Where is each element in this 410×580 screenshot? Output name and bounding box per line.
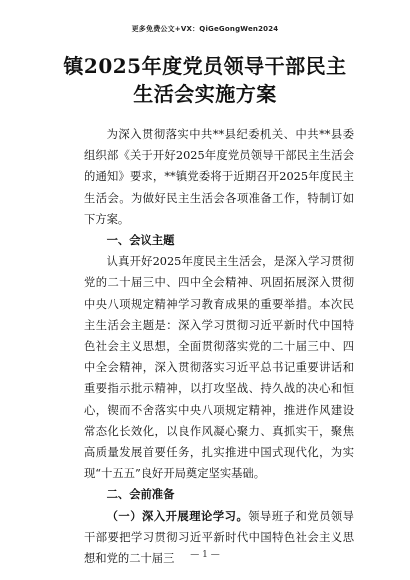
document-body	[84, 124, 354, 569]
header-note: 更多免费公文+VX：QiGeGongWen2024	[131, 25, 279, 33]
section-heading-theme: 一、会议主题	[106, 234, 175, 248]
section-heading-preparation: 二、会前准备	[106, 488, 175, 502]
intro-paragraph: 为深入贯彻落实中共**县纪委机关、中共**县委组织部《关于开好2025年度党员领导干部民主生活会的通知》要求，**镇党委将于近期召开2025年度民主生活会。为做好民主生活会各项准备工作，特制订如下方案。	[84, 128, 354, 226]
subsection-label: （一）深入开展理论学习。	[106, 508, 249, 523]
theme-paragraph: 认真开好2025年度民主生活会，是深入学习贯彻党的二十届三中、四中全会精神、巩固拓展深入贯彻中央八项规定精神学习教育成果的重要举措。本次民主生活会主题是：深入学习贯彻习近平新时代中国特色社会主义思想，全面贯彻落实党的二十届三中、四中全会精神，深入贯彻落实习近平总书记重要讲话和重要指示批示精神，以打攻坚战、持久战的决心和恒心，锲而不舍落实中央八项规定精神，推进作风建设常态化长效化，以良作风凝心聚力、真抓实干，聚焦高质量发展首要任务，扎实推进中国式现代化，为实现“十五五”良好开局奠定坚实基础。	[84, 255, 354, 481]
page-number: — 1 —	[190, 550, 220, 560]
document-title: 镇2025年度党员领导干部民主生活会实施方案	[63, 54, 347, 106]
preparation-text: 领导班子和党员领导干部要把学习贯彻习近平新时代中国特色社会主义思想和党的二十届三	[84, 509, 354, 566]
